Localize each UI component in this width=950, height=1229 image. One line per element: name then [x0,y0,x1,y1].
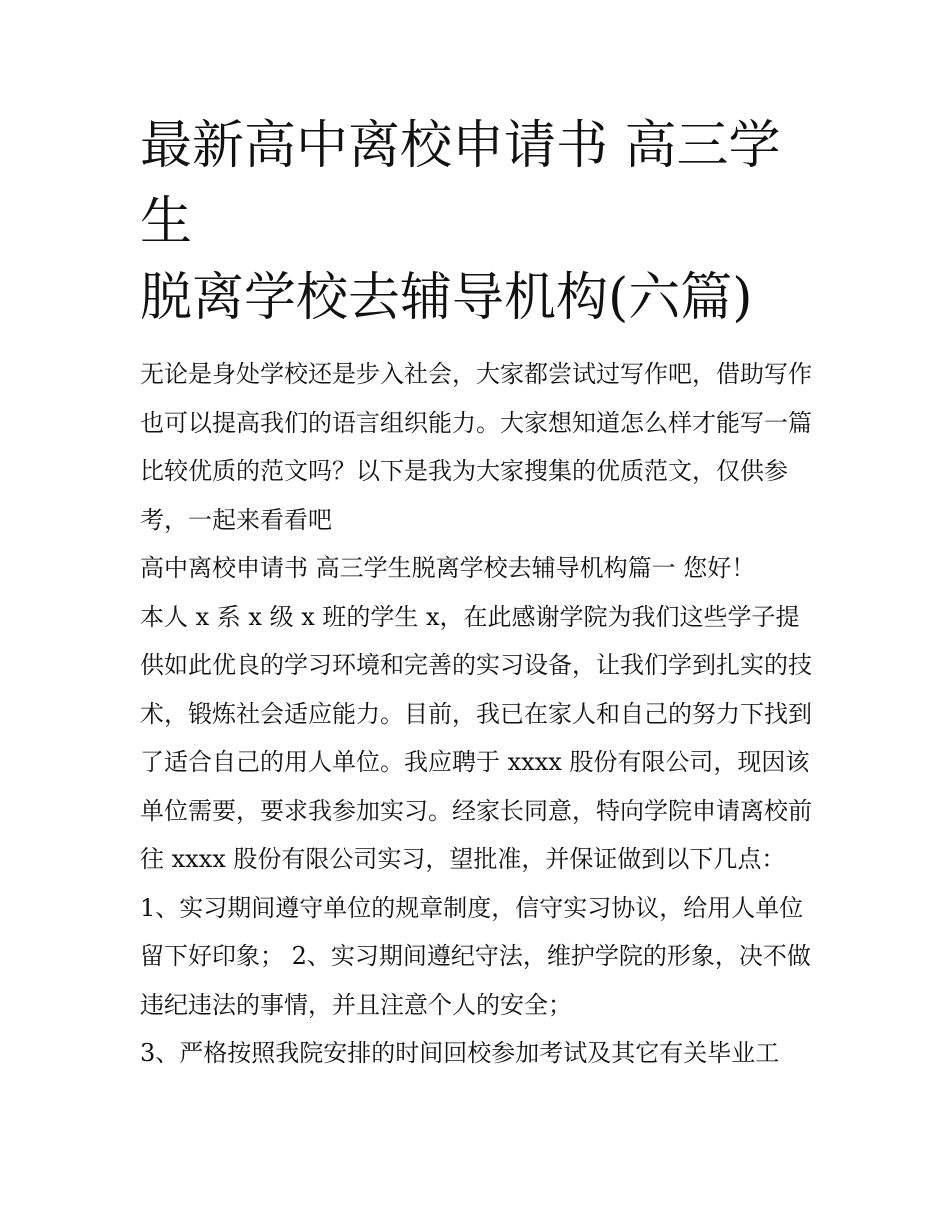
intro-paragraph: 无论是身处学校还是步入社会，大家都尝试过写作吧，借助写作也可以提高我们的语言组织能力。大家想知道怎么样才能写一篇比较优质的范文吗？以下是我为大家搜集的优质范文，仅供参考，一起来看看吧 [140,360,812,534]
document-body [140,350,815,1078]
section-heading-paragraph: 高中离校申请书 高三学生脱离学校去辅导机构篇一 您好！ [140,554,756,582]
point-1-2-paragraph: 1、实习期间遵守单位的规章制度，信守实习协议，给用人单位留下好印象； 2、实习期间遵纪守法，维护学院的形象，决不做违纪违法的事情，并且注意个人的安全； [140,893,811,1019]
title-line-1: 最新高中离校申请书 高三学生 [140,116,781,252]
application-paragraph: 本人 x 系 x 级 x 班的学生 x，在此感谢学院为我们这些学子提供如此优良的学习环境和完善的实习设备，让我们学到扎实的技术，锻炼社会适应能力。目前，我已在家人和自己的努力下找到了适合自己的用人单位。我应聘于 xxxx 股份有限公司，现因该单位需要，要求我参加实习。经家长同意，特向学院申请离校前往 xxxx 股份有限公司实习，望批准，并保证做到以下几点： [140,602,812,873]
document-content [140,108,815,1078]
document-title [140,108,815,336]
title-line-2: 脱离学校去辅导机构(六篇) [140,268,753,328]
point-3-paragraph: 3、严格按照我院安排的时间回校参加考试及其它有关毕业工 [140,1039,780,1067]
